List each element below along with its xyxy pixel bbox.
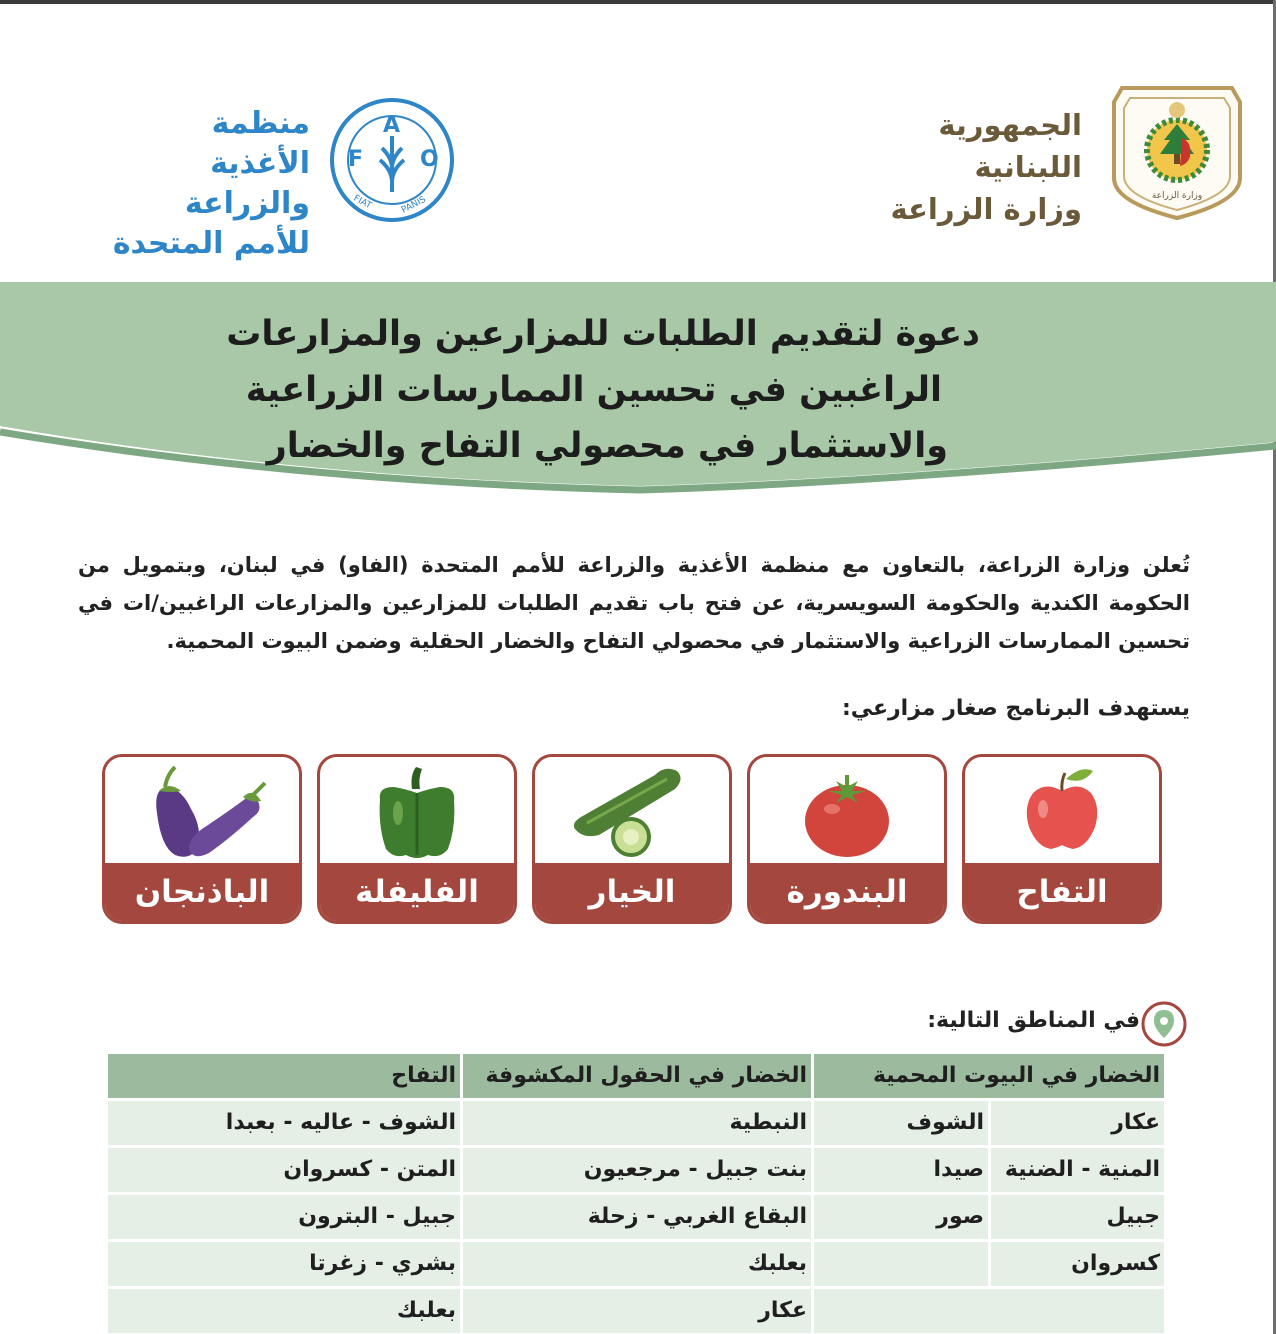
target-line: يستهدف البرنامج صغار مزارعي:: [841, 696, 1190, 721]
table-cell: بعلبك: [463, 1242, 811, 1286]
ministry-line: وزارة الزراعة: [890, 192, 1082, 226]
table-cell: صور: [814, 1195, 988, 1239]
table-cell: المنية - الضنية: [991, 1148, 1164, 1192]
tomato-icon: [750, 757, 944, 869]
page-title: [140, 306, 980, 474]
eggplant-icon: [105, 757, 299, 869]
crop-label: التفاح: [965, 863, 1159, 921]
title-line: الراغبين في تحسين الممارسات الزراعية: [245, 370, 942, 410]
table-cell: [814, 1242, 988, 1286]
crop-label: البندورة: [750, 863, 944, 921]
table-cell: عكار: [463, 1289, 811, 1333]
crop-card-apple: [962, 754, 1162, 924]
svg-text:FIAT: FIAT: [351, 193, 373, 212]
table-cell: الشوف - عاليه - بعبدا: [108, 1101, 460, 1145]
ministry-seal-text: وزارة الزراعة: [1151, 191, 1203, 201]
crop-cards: [102, 754, 1164, 926]
svg-text:A: A: [383, 113, 401, 138]
title-line: والاستثمار في محصولي التفاح والخضار: [266, 426, 948, 466]
crop-card-pepper: [317, 754, 517, 924]
regions-heading: في المناطق التالية:: [927, 1008, 1140, 1033]
svg-text:PANIS: PANIS: [399, 194, 428, 216]
crop-label: الباذنجان: [105, 863, 299, 921]
crop-card-tomato: [747, 754, 947, 924]
table-header: الخضار في البيوت المحمية: [814, 1054, 1164, 1098]
svg-text:O: O: [420, 147, 439, 172]
apple-icon: [965, 757, 1159, 869]
table-cell: عكار: [991, 1101, 1164, 1145]
table-cell: بعلبك: [108, 1289, 460, 1333]
table-cell: المتن - كسروان: [108, 1148, 460, 1192]
table-cell: جبيل - البترون: [108, 1195, 460, 1239]
ministry-seal-icon: [1108, 82, 1246, 222]
crop-label: الخيار: [535, 863, 729, 921]
ministry-name: [850, 104, 1082, 230]
table-cell: بشري - زغرتا: [108, 1242, 460, 1286]
table-cell: [814, 1289, 1164, 1333]
table-cell: صيدا: [814, 1148, 988, 1192]
fao-name-line: الأغذية والزراعة: [184, 146, 310, 221]
pepper-icon: [320, 757, 514, 869]
table-cell: البقاع الغربي - زحلة: [463, 1195, 811, 1239]
table-cell: بنت جبيل - مرجعيون: [463, 1148, 811, 1192]
fao-name-line: للأمم المتحدة: [112, 226, 310, 261]
table-cell: الشوف: [814, 1101, 988, 1145]
table-cell: كسروان: [991, 1242, 1164, 1286]
cucumber-icon: [535, 757, 729, 869]
crop-label: الفليفلة: [320, 863, 514, 921]
intro-paragraph: تُعلن وزارة الزراعة، بالتعاون مع منظمة الأغذية والزراعة للأمم المتحدة (الفاو) في لبنان، وبتمويل من الحكومة الكندية والحكومة السويسرية، عن فتح باب تقديم الطلبات للمزارعين والمزارعات الراغبين/ات في تحسين الممارسات الزراعية والاستثمار في محصولي التفاح والخضار الحقلية وضمن البيوت المحمية.: [78, 553, 1190, 653]
location-pin-icon: [1140, 1000, 1188, 1048]
table-header: الخضار في الحقول المكشوفة: [463, 1054, 811, 1098]
regions-table: [108, 1054, 1164, 1334]
crop-card-cucumber: [532, 754, 732, 924]
fao-name: [100, 104, 310, 264]
table-cell: النبطية: [463, 1101, 811, 1145]
fao-logo-icon: [328, 96, 456, 224]
table-header: التفاح: [108, 1054, 460, 1098]
fao-name-line: منظمة: [211, 106, 310, 141]
crop-card-eggplant: [102, 754, 302, 924]
table-cell: جبيل: [991, 1195, 1164, 1239]
title-line: دعوة لتقديم الطلبات للمزارعين والمزارعات: [226, 314, 980, 354]
top-border: [0, 0, 1276, 4]
svg-text:F: F: [348, 147, 364, 172]
ministry-line: الجمهورية اللبنانية: [938, 108, 1082, 184]
